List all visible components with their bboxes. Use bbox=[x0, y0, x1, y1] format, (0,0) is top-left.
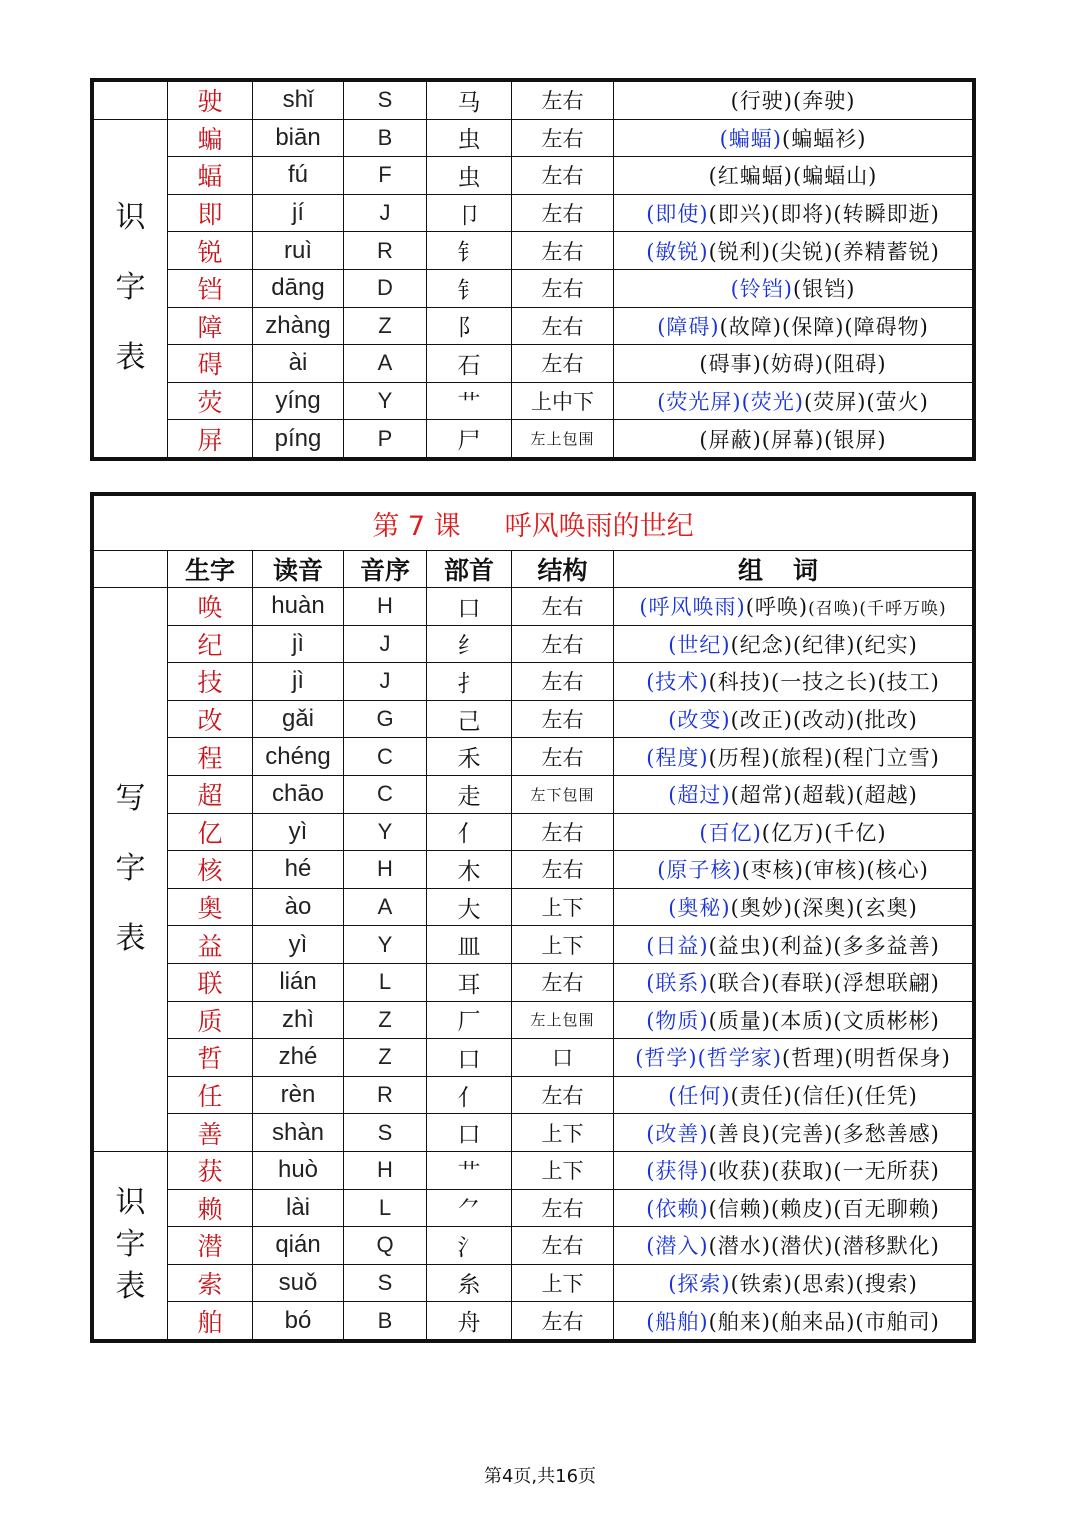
words-cell bbox=[614, 157, 973, 195]
highlight-word: (依赖) bbox=[646, 1196, 709, 1221]
radical-cell: 钅 bbox=[427, 232, 512, 270]
radical-cell: 艹 bbox=[427, 382, 512, 420]
word: (收获)(获取)(一无所获) bbox=[708, 1159, 940, 1184]
pinyin-cell: huò bbox=[253, 1151, 344, 1189]
highlight-word: (改变) bbox=[668, 708, 731, 733]
structure-cell: 左右 bbox=[512, 738, 614, 776]
words-cell bbox=[614, 963, 973, 1001]
order-cell: J bbox=[344, 194, 427, 232]
highlight-word: (获得) bbox=[646, 1159, 709, 1184]
highlight-word: (奥秘) bbox=[668, 896, 731, 921]
char-cell: 即 bbox=[168, 194, 253, 232]
table-row bbox=[94, 963, 973, 1001]
page-footer: 第4页,共16页 bbox=[483, 1466, 597, 1487]
table-row bbox=[94, 157, 973, 195]
char-cell: 蝙 bbox=[168, 119, 253, 157]
radical-cell: 走 bbox=[427, 775, 512, 813]
highlight-word: (敏锐) bbox=[646, 239, 709, 264]
char-cell: 益 bbox=[168, 926, 253, 964]
structure-cell: 上下 bbox=[512, 1114, 614, 1152]
words-cell bbox=[614, 1114, 973, 1152]
order-cell: H bbox=[344, 588, 427, 626]
highlight-word: (潜入) bbox=[646, 1234, 709, 1259]
structure-cell: 左上包围 bbox=[512, 420, 614, 458]
radical-cell: 舟 bbox=[427, 1302, 512, 1340]
char-cell: 荧 bbox=[168, 382, 253, 420]
structure-cell: 左右 bbox=[512, 588, 614, 626]
radical-cell: 皿 bbox=[427, 926, 512, 964]
word: (科技)(一技之长)(技工) bbox=[708, 670, 940, 695]
structure-cell: 口 bbox=[512, 1039, 614, 1077]
table-row bbox=[94, 194, 973, 232]
order-cell: A bbox=[344, 345, 427, 383]
section-label: 写 字 表 bbox=[94, 588, 168, 1152]
order-cell: F bbox=[344, 157, 427, 195]
highlight-word: (荧光屏)(荧光) bbox=[657, 390, 804, 415]
radical-cell: ⺈ bbox=[427, 1189, 512, 1227]
table-row bbox=[94, 888, 973, 926]
order-cell: H bbox=[344, 1151, 427, 1189]
structure-cell: 左上包围 bbox=[512, 1001, 614, 1039]
order-cell: P bbox=[344, 420, 427, 458]
words-cell bbox=[614, 345, 973, 383]
word: (银铛) bbox=[793, 277, 856, 302]
header-words: 组词 bbox=[614, 551, 973, 588]
order-cell: S bbox=[344, 1264, 427, 1302]
highlight-word: (物质) bbox=[646, 1008, 709, 1033]
word: (屏蔽)(屏幕)(银屏) bbox=[699, 427, 887, 452]
highlight-word: (船舶) bbox=[646, 1309, 709, 1334]
radical-cell: 木 bbox=[427, 851, 512, 889]
order-cell: L bbox=[344, 963, 427, 1001]
table-row bbox=[94, 420, 973, 458]
word: (红蝙蝠)(蝙蝠山) bbox=[708, 164, 878, 189]
char-cell: 技 bbox=[168, 663, 253, 701]
words-cell bbox=[614, 813, 973, 851]
radical-cell: 马 bbox=[427, 82, 512, 120]
char-cell: 屏 bbox=[168, 420, 253, 458]
structure-cell: 左右 bbox=[512, 269, 614, 307]
highlight-word: (百亿) bbox=[699, 820, 762, 845]
structure-cell: 上下 bbox=[512, 1264, 614, 1302]
words-cell bbox=[614, 232, 973, 270]
char-cell: 驶 bbox=[168, 82, 253, 120]
char-cell: 碍 bbox=[168, 345, 253, 383]
radical-cell: 口 bbox=[427, 1039, 512, 1077]
order-cell: H bbox=[344, 851, 427, 889]
pinyin-cell: suǒ bbox=[253, 1264, 344, 1302]
char-cell: 赖 bbox=[168, 1189, 253, 1227]
highlight-word: (探索) bbox=[668, 1271, 731, 1296]
radical-cell: 钅 bbox=[427, 269, 512, 307]
highlight-word: (原子核) bbox=[657, 858, 742, 883]
radical-cell: 纟 bbox=[427, 625, 512, 663]
lesson-title bbox=[94, 496, 973, 551]
order-cell: G bbox=[344, 700, 427, 738]
structure-cell: 左右 bbox=[512, 625, 614, 663]
header-row bbox=[94, 551, 973, 588]
pinyin-cell: ào bbox=[253, 888, 344, 926]
table-row bbox=[94, 382, 973, 420]
radical-cell: 扌 bbox=[427, 663, 512, 701]
structure-cell: 左右 bbox=[512, 1227, 614, 1265]
words-cell bbox=[614, 1264, 973, 1302]
words-cell bbox=[614, 851, 973, 889]
char-cell: 索 bbox=[168, 1264, 253, 1302]
table-row bbox=[94, 926, 973, 964]
order-cell: L bbox=[344, 1189, 427, 1227]
word: (益虫)(利益)(多多益善) bbox=[708, 933, 940, 958]
order-cell: J bbox=[344, 625, 427, 663]
pinyin-cell: shǐ bbox=[253, 82, 344, 120]
table-row bbox=[94, 1039, 973, 1077]
pinyin-cell: chéng bbox=[253, 738, 344, 776]
vocab-table-1 bbox=[90, 78, 976, 461]
order-cell: Y bbox=[344, 382, 427, 420]
words-cell bbox=[614, 625, 973, 663]
order-cell: B bbox=[344, 1302, 427, 1340]
table-row bbox=[94, 1076, 973, 1114]
word: (潜水)(潜伏)(潜移默化) bbox=[708, 1234, 940, 1259]
char-cell: 唤 bbox=[168, 588, 253, 626]
structure-cell: 左右 bbox=[512, 663, 614, 701]
highlight-word: (超过) bbox=[668, 783, 731, 808]
word: (舶来)(舶来品)(市舶司) bbox=[708, 1309, 940, 1334]
pinyin-cell: huàn bbox=[253, 588, 344, 626]
words-cell bbox=[614, 588, 973, 626]
structure-cell: 左右 bbox=[512, 307, 614, 345]
radical-cell: 耳 bbox=[427, 963, 512, 1001]
structure-cell: 左右 bbox=[512, 1076, 614, 1114]
table-row bbox=[94, 269, 973, 307]
pinyin-cell: yíng bbox=[253, 382, 344, 420]
words-cell bbox=[614, 888, 973, 926]
pinyin-cell: ruì bbox=[253, 232, 344, 270]
word: (亿万)(千亿) bbox=[761, 820, 887, 845]
vocab-table-lesson-7 bbox=[90, 492, 976, 1343]
structure-cell: 左下包围 bbox=[512, 775, 614, 813]
pinyin-cell: fú bbox=[253, 157, 344, 195]
table-row bbox=[94, 1264, 973, 1302]
table-row bbox=[94, 663, 973, 701]
char-cell: 潜 bbox=[168, 1227, 253, 1265]
words-cell bbox=[614, 382, 973, 420]
structure-cell: 上下 bbox=[512, 926, 614, 964]
highlight-word: (任何) bbox=[668, 1084, 731, 1109]
table-row bbox=[94, 851, 973, 889]
word: (质量)(本质)(文质彬彬) bbox=[708, 1008, 940, 1033]
table-row bbox=[94, 625, 973, 663]
order-cell: Z bbox=[344, 307, 427, 345]
order-cell: C bbox=[344, 775, 427, 813]
section-label bbox=[94, 82, 168, 120]
structure-cell: 左右 bbox=[512, 232, 614, 270]
pinyin-cell: hé bbox=[253, 851, 344, 889]
words-cell bbox=[614, 1001, 973, 1039]
highlight-word: (蝙蝠) bbox=[719, 126, 782, 151]
lesson-number: 第 7 课 bbox=[372, 510, 461, 542]
order-cell: S bbox=[344, 1114, 427, 1152]
word: (故障)(保障)(障碍物) bbox=[719, 314, 929, 339]
radical-cell: 阝 bbox=[427, 307, 512, 345]
header-blank bbox=[94, 551, 168, 588]
table-row bbox=[94, 1151, 973, 1189]
words-cell bbox=[614, 269, 973, 307]
pinyin-cell: zhì bbox=[253, 1001, 344, 1039]
radical-cell: 口 bbox=[427, 1114, 512, 1152]
highlight-word: (即使) bbox=[646, 202, 709, 227]
word: (信赖)(赖皮)(百无聊赖) bbox=[708, 1196, 940, 1221]
highlight-word: (技术) bbox=[646, 670, 709, 695]
order-cell: D bbox=[344, 269, 427, 307]
pinyin-cell: gǎi bbox=[253, 700, 344, 738]
char-cell: 程 bbox=[168, 738, 253, 776]
structure-cell: 左右 bbox=[512, 700, 614, 738]
char-cell: 改 bbox=[168, 700, 253, 738]
order-cell: Q bbox=[344, 1227, 427, 1265]
table-row bbox=[94, 738, 973, 776]
order-cell: Z bbox=[344, 1039, 427, 1077]
table-row bbox=[94, 1227, 973, 1265]
pinyin-cell: jì bbox=[253, 663, 344, 701]
header-char: 生字 bbox=[168, 551, 253, 588]
order-cell: Y bbox=[344, 813, 427, 851]
structure-cell: 左右 bbox=[512, 119, 614, 157]
char-cell: 舶 bbox=[168, 1302, 253, 1340]
words-cell bbox=[614, 1189, 973, 1227]
word: (超常)(超载)(超越) bbox=[730, 783, 918, 808]
word: (历程)(旅程)(程门立雪) bbox=[708, 745, 940, 770]
char-cell: 超 bbox=[168, 775, 253, 813]
pinyin-cell: shàn bbox=[253, 1114, 344, 1152]
words-cell bbox=[614, 1039, 973, 1077]
char-cell: 联 bbox=[168, 963, 253, 1001]
highlight-word: (呼风唤雨) bbox=[639, 595, 746, 620]
header-radical: 部首 bbox=[427, 551, 512, 588]
table-row bbox=[94, 1189, 973, 1227]
structure-cell: 左右 bbox=[512, 345, 614, 383]
char-cell: 质 bbox=[168, 1001, 253, 1039]
word: (善良)(完善)(多愁善感) bbox=[708, 1121, 940, 1146]
radical-cell: 卩 bbox=[427, 194, 512, 232]
table-row bbox=[94, 775, 973, 813]
radical-cell: 禾 bbox=[427, 738, 512, 776]
char-cell: 哲 bbox=[168, 1039, 253, 1077]
table-row bbox=[94, 588, 973, 626]
radical-cell: 氵 bbox=[427, 1227, 512, 1265]
order-cell: B bbox=[344, 119, 427, 157]
table-row bbox=[94, 1302, 973, 1340]
radical-cell: 口 bbox=[427, 588, 512, 626]
word: (哲理)(明哲保身) bbox=[782, 1046, 951, 1071]
header-pinyin: 读音 bbox=[253, 551, 344, 588]
word: (枣核)(审核)(核心) bbox=[741, 858, 929, 883]
highlight-word: (哲学)(哲学家) bbox=[635, 1046, 782, 1071]
char-cell: 善 bbox=[168, 1114, 253, 1152]
pinyin-cell: píng bbox=[253, 420, 344, 458]
table-row bbox=[94, 700, 973, 738]
radical-cell: 己 bbox=[427, 700, 512, 738]
order-cell: S bbox=[344, 82, 427, 120]
pinyin-cell: bó bbox=[253, 1302, 344, 1340]
words-cell bbox=[614, 307, 973, 345]
pinyin-cell: dāng bbox=[253, 269, 344, 307]
char-cell: 亿 bbox=[168, 813, 253, 851]
word: (碍事)(妨碍)(阻碍) bbox=[699, 352, 887, 377]
highlight-word: (程度) bbox=[646, 745, 709, 770]
structure-cell: 上下 bbox=[512, 888, 614, 926]
order-cell: A bbox=[344, 888, 427, 926]
structure-cell: 左右 bbox=[512, 1302, 614, 1340]
table-row bbox=[94, 813, 973, 851]
char-cell: 任 bbox=[168, 1076, 253, 1114]
structure-cell: 上中下 bbox=[512, 382, 614, 420]
char-cell: 奥 bbox=[168, 888, 253, 926]
highlight-word: (铃铛) bbox=[730, 277, 793, 302]
char-cell: 铛 bbox=[168, 269, 253, 307]
table-row bbox=[94, 232, 973, 270]
pinyin-cell: jì bbox=[253, 625, 344, 663]
lesson-name: 呼风唤雨的世纪 bbox=[504, 510, 694, 542]
table-row bbox=[94, 1114, 973, 1152]
word: (锐利)(尖锐)(养精蓄锐) bbox=[708, 239, 940, 264]
structure-cell: 上下 bbox=[512, 1151, 614, 1189]
words-cell bbox=[614, 926, 973, 964]
radical-cell: 虫 bbox=[427, 119, 512, 157]
word: (铁索)(思索)(搜索) bbox=[730, 1271, 918, 1296]
word: (即兴)(即将)(转瞬即逝) bbox=[708, 202, 940, 227]
word: (行驶)(奔驶) bbox=[730, 89, 856, 114]
pinyin-cell: zhé bbox=[253, 1039, 344, 1077]
char-cell: 蝠 bbox=[168, 157, 253, 195]
words-cell bbox=[614, 738, 973, 776]
word: (呼唤) bbox=[745, 595, 809, 620]
structure-cell: 左右 bbox=[512, 851, 614, 889]
table-row bbox=[94, 119, 973, 157]
structure-cell: 左右 bbox=[512, 82, 614, 120]
order-cell: Y bbox=[344, 926, 427, 964]
table-row bbox=[94, 82, 973, 120]
pinyin-cell: zhàng bbox=[253, 307, 344, 345]
structure-cell: 左右 bbox=[512, 963, 614, 1001]
pinyin-cell: ài bbox=[253, 345, 344, 383]
pinyin-cell: jí bbox=[253, 194, 344, 232]
order-cell: C bbox=[344, 738, 427, 776]
words-cell bbox=[614, 1151, 973, 1189]
pinyin-cell: yì bbox=[253, 813, 344, 851]
table-row bbox=[94, 345, 973, 383]
char-cell: 核 bbox=[168, 851, 253, 889]
order-cell: R bbox=[344, 232, 427, 270]
words-cell bbox=[614, 1227, 973, 1265]
highlight-word: (联系) bbox=[646, 971, 709, 996]
pinyin-cell: biān bbox=[253, 119, 344, 157]
word: (奥妙)(深奥)(玄奥) bbox=[730, 896, 918, 921]
word: (联合)(春联)(浮想联翩) bbox=[708, 971, 940, 996]
section-label: 识 字 表 bbox=[94, 1151, 168, 1339]
words-cell bbox=[614, 119, 973, 157]
radical-cell: 糸 bbox=[427, 1264, 512, 1302]
radical-cell: 亻 bbox=[427, 813, 512, 851]
char-cell: 障 bbox=[168, 307, 253, 345]
table-row bbox=[94, 1001, 973, 1039]
words-cell bbox=[614, 663, 973, 701]
radical-cell: 石 bbox=[427, 345, 512, 383]
word: (纪念)(纪律)(纪实) bbox=[730, 632, 918, 657]
radical-cell: 亻 bbox=[427, 1076, 512, 1114]
words-cell bbox=[614, 700, 973, 738]
table-row bbox=[94, 307, 973, 345]
words-cell bbox=[614, 194, 973, 232]
header-structure: 结构 bbox=[512, 551, 614, 588]
pinyin-cell: chāo bbox=[253, 775, 344, 813]
structure-cell: 左右 bbox=[512, 194, 614, 232]
word: (蝙蝠衫) bbox=[782, 126, 867, 151]
highlight-word: (日益) bbox=[646, 933, 709, 958]
char-cell: 锐 bbox=[168, 232, 253, 270]
highlight-word: (障碍) bbox=[657, 314, 720, 339]
structure-cell: 左右 bbox=[512, 813, 614, 851]
radical-cell: 尸 bbox=[427, 420, 512, 458]
structure-cell: 左右 bbox=[512, 1189, 614, 1227]
radical-cell: 大 bbox=[427, 888, 512, 926]
words-cell bbox=[614, 82, 973, 120]
highlight-word: (世纪) bbox=[668, 632, 731, 657]
char-cell: 纪 bbox=[168, 625, 253, 663]
words-cell bbox=[614, 775, 973, 813]
lesson-title-row bbox=[94, 496, 973, 551]
word: (荧屏)(萤火) bbox=[804, 390, 929, 415]
section-label: 识 字 表 bbox=[94, 119, 168, 457]
pinyin-cell: qián bbox=[253, 1227, 344, 1265]
header-order: 音序 bbox=[344, 551, 427, 588]
words-cell bbox=[614, 1302, 973, 1340]
radical-cell: 虫 bbox=[427, 157, 512, 195]
order-cell: J bbox=[344, 663, 427, 701]
word: (改正)(改动)(批改) bbox=[730, 708, 918, 733]
structure-cell: 左右 bbox=[512, 157, 614, 195]
word: (责任)(信任)(任凭) bbox=[730, 1084, 918, 1109]
highlight-word: (改善) bbox=[646, 1121, 709, 1146]
words-cell bbox=[614, 420, 973, 458]
order-cell: R bbox=[344, 1076, 427, 1114]
words-cell bbox=[614, 1076, 973, 1114]
radical-cell: 厂 bbox=[427, 1001, 512, 1039]
order-cell: Z bbox=[344, 1001, 427, 1039]
pinyin-cell: lián bbox=[253, 963, 344, 1001]
word: (召唤)(千呼万唤) bbox=[808, 599, 947, 620]
char-cell: 获 bbox=[168, 1151, 253, 1189]
radical-cell: 艹 bbox=[427, 1151, 512, 1189]
pinyin-cell: lài bbox=[253, 1189, 344, 1227]
pinyin-cell: yì bbox=[253, 926, 344, 964]
pinyin-cell: rèn bbox=[253, 1076, 344, 1114]
